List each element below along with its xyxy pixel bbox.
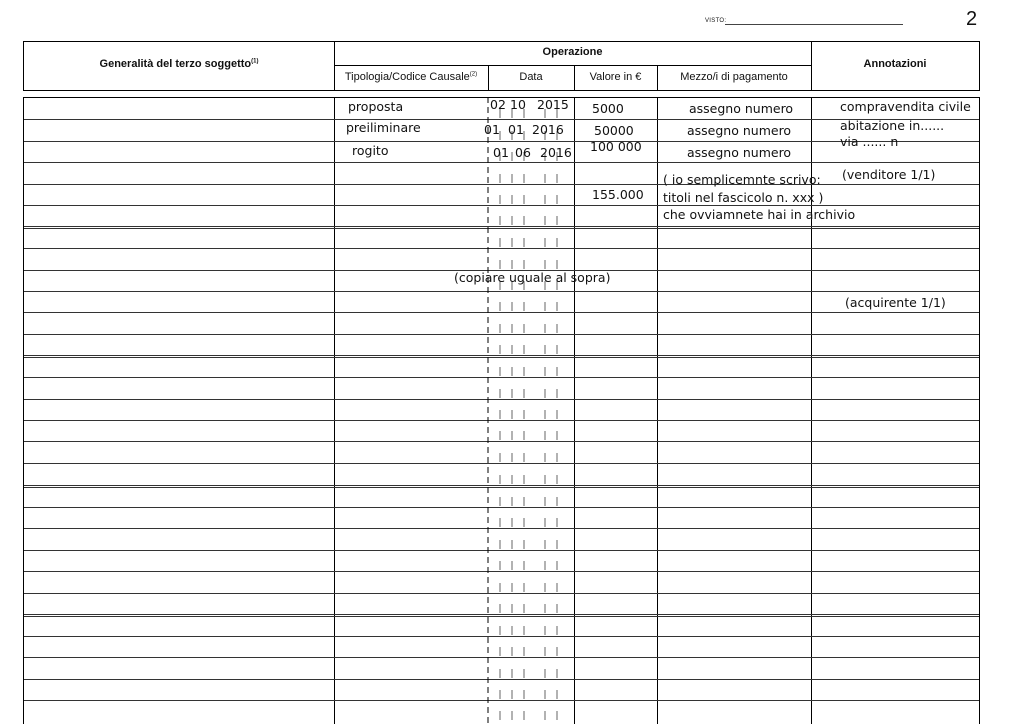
acquirente-note: (acquirente 1/1) xyxy=(845,295,946,310)
page-number: 2 xyxy=(966,8,978,30)
header-generalita: Generalità del terzo soggetto$^{(1)}$ xyxy=(99,58,259,70)
entry-1-mm: 10 xyxy=(510,97,526,112)
entry-3-annot: via ...... n xyxy=(840,134,899,149)
entry-2-valore: 50000 xyxy=(594,123,634,138)
entry-2-mezzo: assegno numero xyxy=(687,123,792,138)
entry-6-mezzo: che ovviamnete hai in archivio xyxy=(663,207,856,222)
header-annotazioni: Annotazioni xyxy=(863,58,927,70)
entry-5-mezzo: titoli nel fascicolo n. xxx ) xyxy=(663,190,824,205)
entry-4-mezzo: ( io semplicemnte scrivo: xyxy=(663,172,821,187)
entry-1-dd: 02 xyxy=(490,97,506,112)
entry-1-mezzo: assegno numero xyxy=(689,101,794,116)
entry-4-annot: (venditore 1/1) xyxy=(842,167,936,182)
entry-2-annot: abitazione in...... xyxy=(840,118,945,133)
entry-1-tipologia: proposta xyxy=(348,99,404,114)
entry-3-mezzo: assegno numero xyxy=(687,145,792,160)
header-tipologia: Tipologia/Codice Causale$^{(2)}$ xyxy=(344,71,478,83)
entry-1-yyyy: 2015 xyxy=(537,97,569,112)
entry-2-tipologia: preiliminare xyxy=(346,120,421,135)
entry-5-valore: 155.000 xyxy=(592,187,644,202)
header-valore: Valore in € xyxy=(589,71,642,83)
header-data: Data xyxy=(519,71,543,83)
header-operazione: Operazione xyxy=(542,46,603,58)
entry-3-dd: 01 xyxy=(493,145,509,160)
header-mezzo: Mezzo/i di pagamento xyxy=(680,71,788,83)
entry-3-tipologia: rogito xyxy=(352,143,389,158)
entry-1-valore: 5000 xyxy=(592,101,624,116)
entry-3-valore: 100 000 xyxy=(590,139,642,154)
entry-3-mm: 06 xyxy=(515,145,531,160)
visto-label: VISTO: xyxy=(705,18,727,24)
entry-2-yyyy: 2016 xyxy=(532,122,564,137)
entry-3-yyyy: 2016 xyxy=(540,145,572,160)
entry-2-mm: 01 xyxy=(508,122,524,137)
entry-1-annot: compravendita civile xyxy=(840,99,971,114)
entry-2-dd: 01 xyxy=(484,122,500,137)
copy-note: (copiare uguale al sopra) xyxy=(454,270,611,285)
